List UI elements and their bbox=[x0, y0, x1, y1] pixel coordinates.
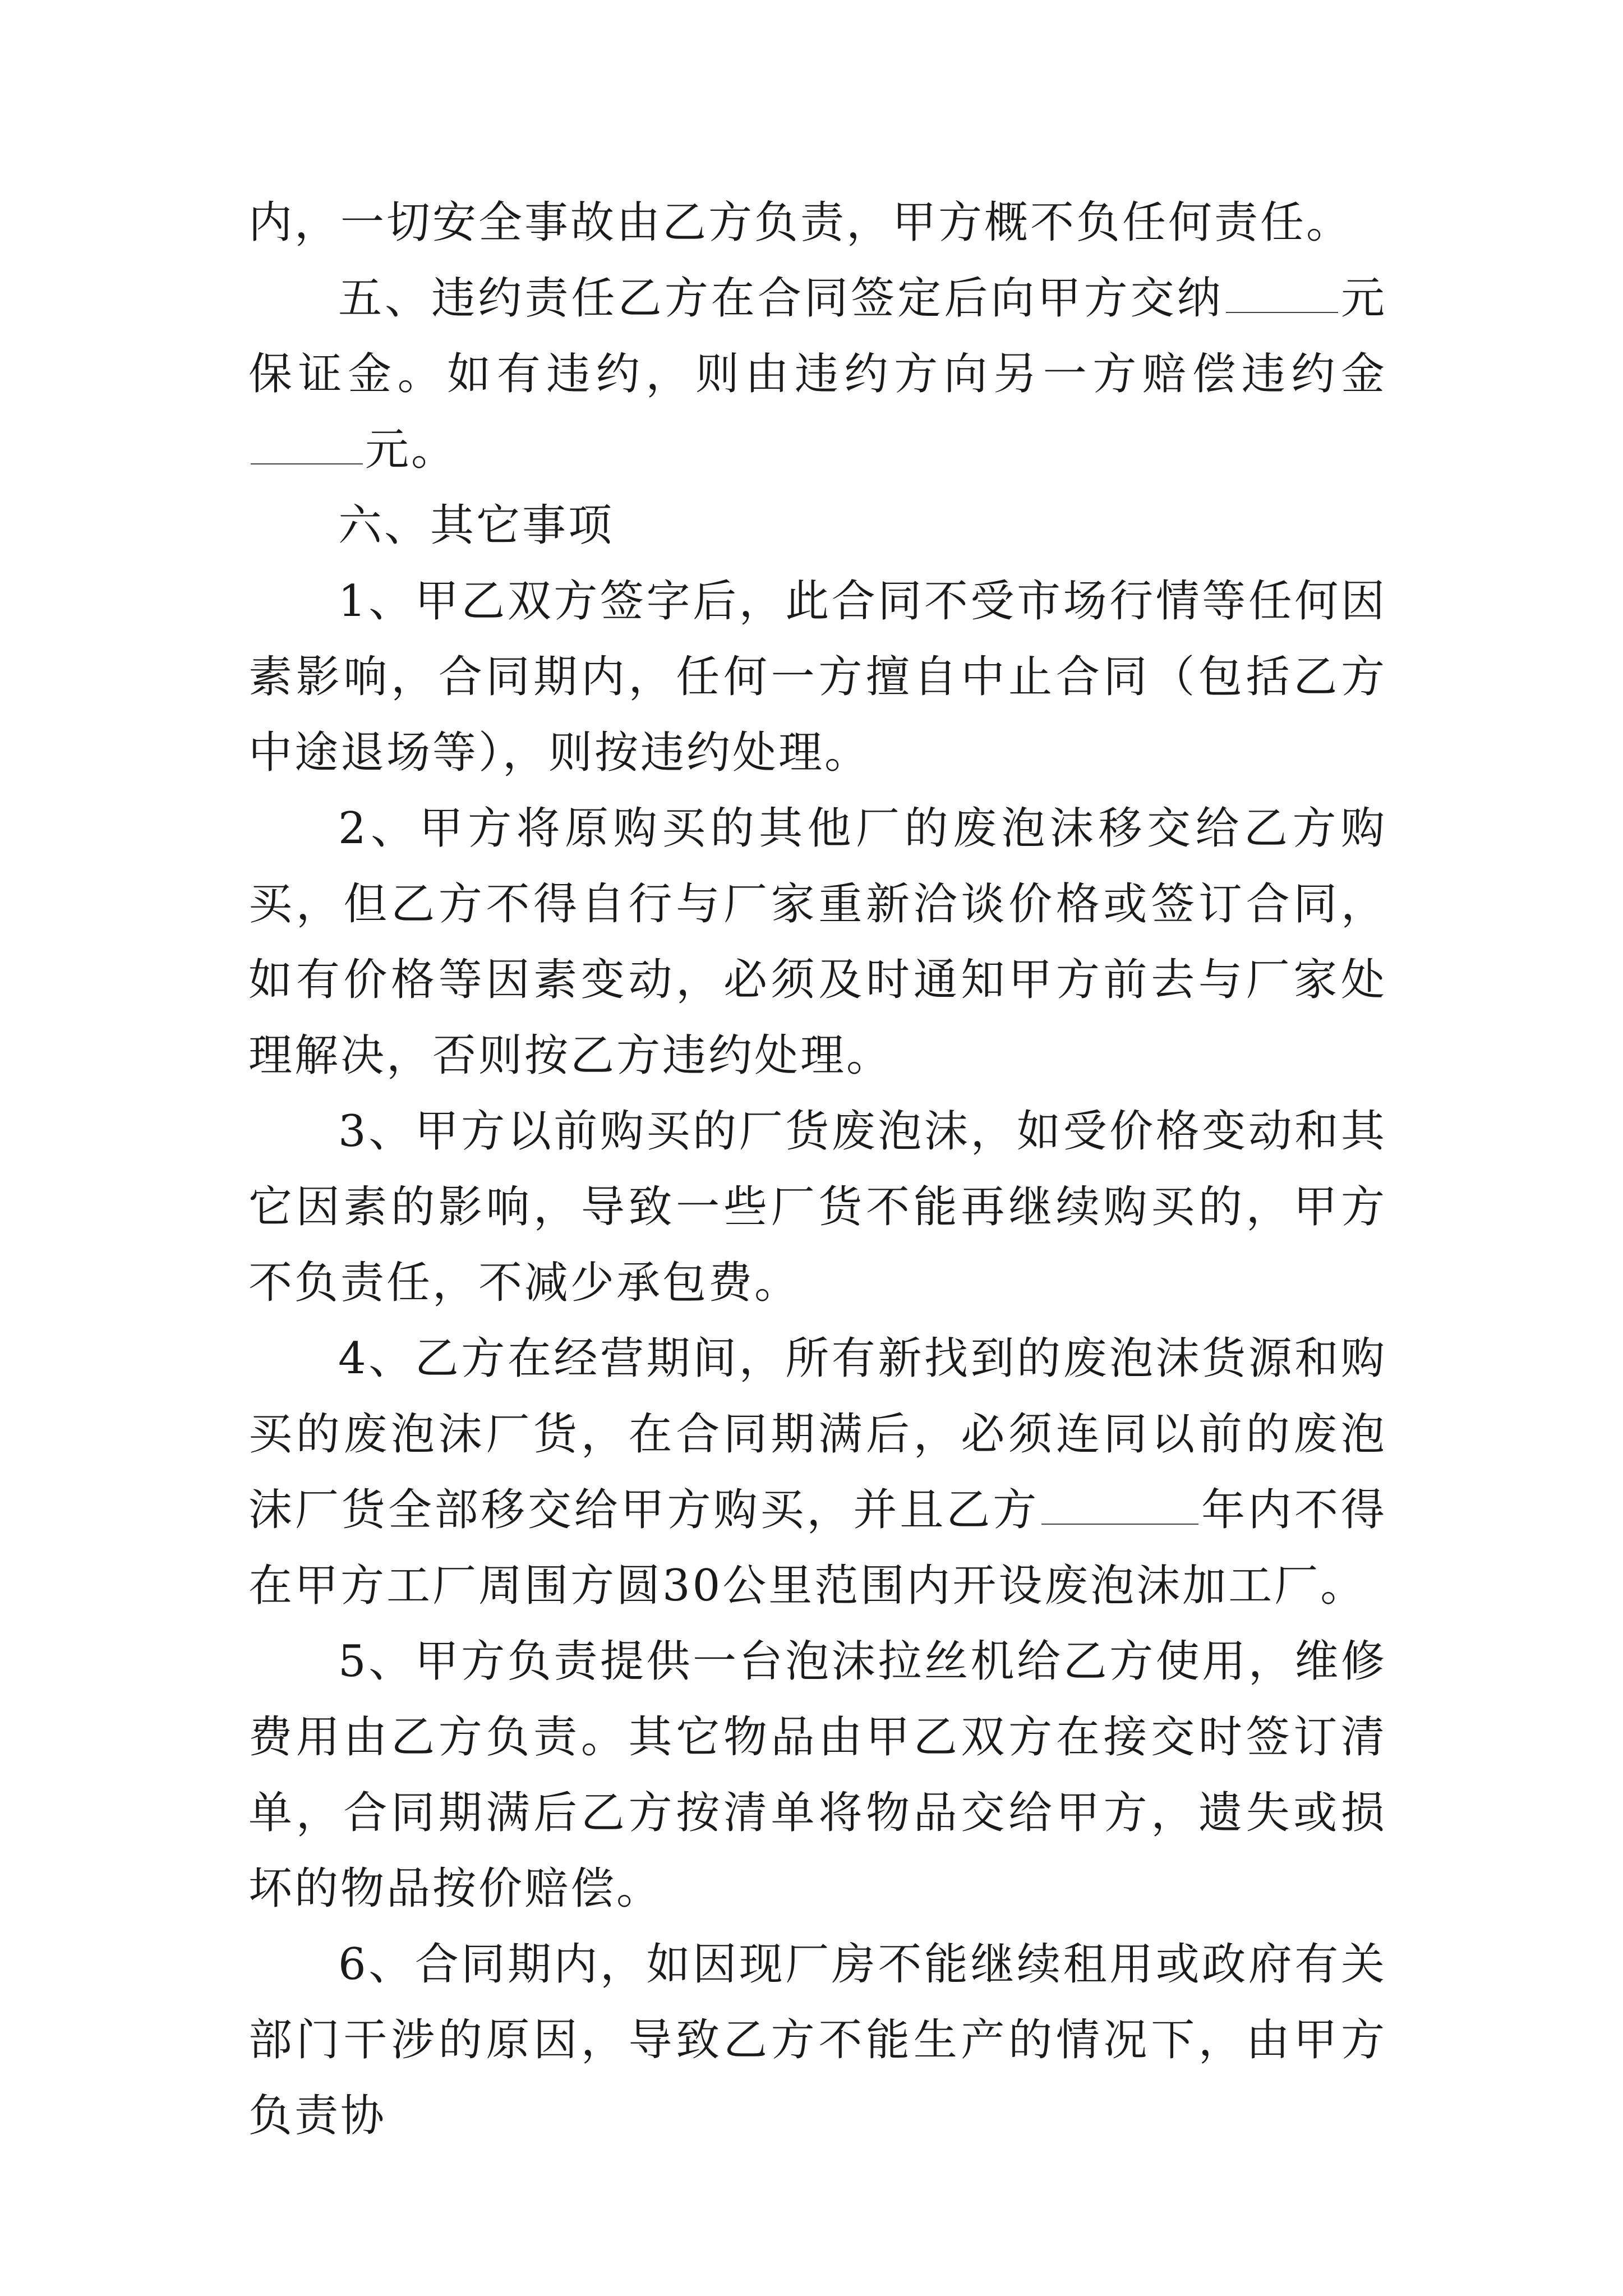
clause-1: 1、甲乙双方签字后，此合同不受市场行情等任何因素影响，合同期内，任何一方擅自中止合同（包括乙方中途退场等），则按违约处理。 bbox=[248, 576, 1387, 778]
document-page bbox=[248, 185, 1387, 2154]
clause-4-text-1: 4、乙方在经营期间，所有新找到的废泡沫货源和购买的废泡沫厂货，在合同期满后，必须连同以前的废泡沫厂货全部移交给甲方购买，并且乙方 bbox=[248, 1333, 1387, 1535]
breach-text-3: 元。 bbox=[365, 425, 458, 475]
paragraph-breach-liability bbox=[248, 261, 1387, 488]
clause-5: 5、甲方负责提供一台泡沫拉丝机给乙方使用，维修费用由乙方负责。其它物品由甲乙双方在接交时签订清单，合同期满后乙方按清单将物品交给甲方，遗失或损坏的物品按价赔偿。 bbox=[248, 1636, 1387, 1914]
paragraph-continuation: 内，一切安全事故由乙方负责，甲方概不负任何责任。 bbox=[248, 197, 1353, 248]
penalty-amount-blank bbox=[251, 429, 363, 464]
breach-text-2: 元保证金。如有违约，则由违约方向另一方赔偿违约金 bbox=[248, 273, 1387, 399]
section-heading-other-matters: 六、其它事项 bbox=[338, 500, 615, 551]
deposit-amount-blank bbox=[1226, 277, 1338, 313]
clause-4 bbox=[248, 1321, 1387, 1624]
breach-text-1: 五、违约责任乙方在合同签定后向甲方交纳 bbox=[338, 273, 1224, 324]
years-blank bbox=[1041, 1489, 1198, 1525]
clause-2: 2、甲方将原购买的其他厂的废泡沫移交给乙方购买，但乙方不得自行与厂家重新洽谈价格或签订合同，如有价格等因素变动，必须及时通知甲方前去与厂家处理解决，否则按乙方违约处理。 bbox=[248, 803, 1387, 1081]
clause-3: 3、甲方以前购买的厂货废泡沫，如受价格变动和其它因素的影响，导致一些厂货不能再继续购买的，甲方不负责任，不减少承包费。 bbox=[248, 1106, 1387, 1308]
clause-4-text-2: 年内不得在甲方工厂周围方圆30公里范围内开设废泡沫加工厂。 bbox=[248, 1485, 1387, 1611]
clause-6: 6、合同期内，如因现厂房不能继续租用或政府有关部门干涉的原因，导致乙方不能生产的情况下，由甲方负责协 bbox=[248, 1939, 1387, 2141]
